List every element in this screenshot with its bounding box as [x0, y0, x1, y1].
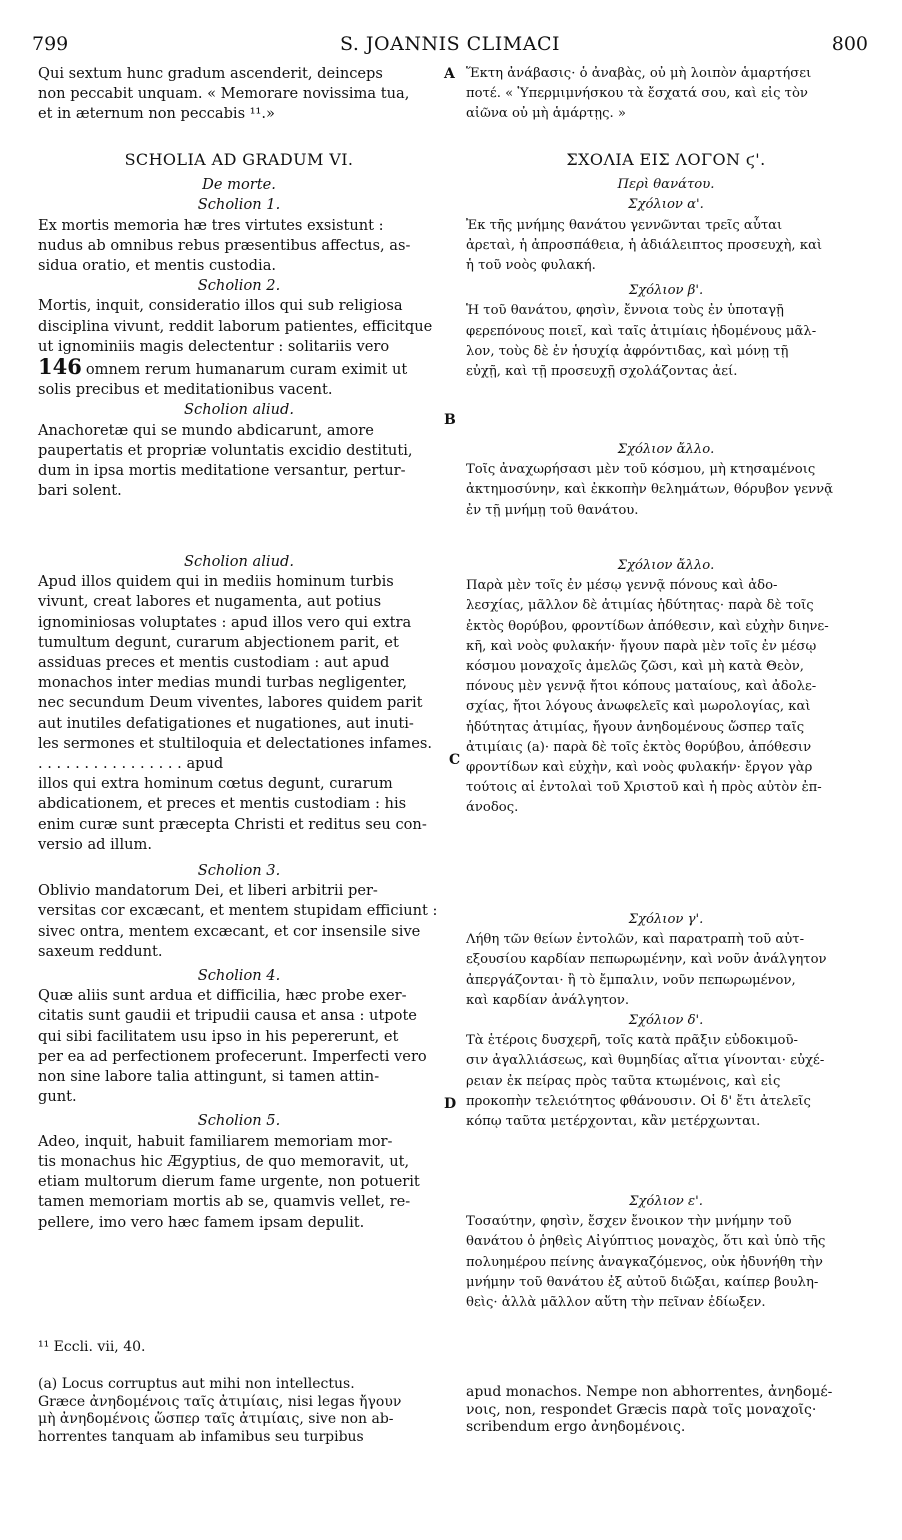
- greek-scholion-5: [466, 1192, 866, 1313]
- scholion-title: Scholion 1.: [197, 196, 281, 214]
- editor-note-continuation: [466, 1384, 866, 1437]
- text-line: νοις, non, respondet Græcis παρὰ τοῖς μοναχοῖς·: [466, 1401, 817, 1418]
- text-line: αἰῶνα οὐ μὴ ἁμάρτῃς. »: [466, 106, 626, 122]
- page-number-left: 799: [32, 33, 69, 55]
- text-line: per ea ad perfectionem profecerunt. Imperfecti vero: [38, 1047, 427, 1065]
- greek-intro: [466, 64, 866, 125]
- text-line: non peccabit unquam. « Memorare novissima tua,: [38, 85, 410, 103]
- greek-section-heading: ΣΧΟΛΙΑ ΕΙΣ ΛΟΓΟΝ ϛ'.: [566, 150, 766, 169]
- scholion-title: Σχόλιον ἄλλο.: [617, 558, 715, 573]
- latin-subheading: De morte.: [202, 176, 276, 194]
- latin-section-heading: SCHOLIA AD GRADUM VI.: [124, 150, 354, 169]
- running-header: [32, 33, 868, 59]
- text-line: bari solent.: [38, 482, 122, 500]
- text-line: μνήμην τοῦ θανάτου ἐξ αὐτοῦ διῶξαι, καίπερ βουλη-: [466, 1274, 819, 1290]
- text-line: φερεπόνους ποιεῖ, καὶ ταῖς ἀτιμίαις ἡδομένους μᾶλ-: [466, 323, 817, 339]
- text-line: qui sibi facilitatem usu ipso in his pepererunt, et: [38, 1027, 399, 1045]
- scholion-title: Scholion 5.: [197, 1112, 281, 1130]
- text-line: ignominiosas voluptates : apud illos vero qui extra: [38, 613, 412, 631]
- text-line: versitas cor excæcant, et mentem stupidam efficiunt :: [38, 902, 438, 920]
- text-line: enim curæ sunt præcepta Christi et reditus seu con-: [38, 815, 427, 833]
- text-line: monachos inter medias mundi turbas negligenter,: [38, 674, 408, 692]
- text-line: φροντίδων καὶ εὐχὴν, καὶ νοὸς φυλακήν· ἔργον γὰρ: [466, 760, 813, 776]
- text-line: άνοδος.: [466, 800, 519, 816]
- text-line: et in æternum non peccabis ¹¹.»: [38, 105, 275, 123]
- text-line: aut inutiles defatigationes et nugationes, aut inuti-: [38, 714, 414, 732]
- scholion-title: Σχόλιον ε'.: [629, 1194, 703, 1209]
- text-line: Ex mortis memoria hæ tres virtutes exsistunt :: [38, 216, 384, 234]
- greek-scholia-block-2: [466, 910, 866, 1132]
- running-title: S. JOANNIS CLIMACI: [339, 33, 561, 55]
- text-line: saxeum reddunt.: [38, 942, 163, 960]
- text-line: dum in ipsa mortis meditatione versantur, pertur-: [38, 462, 406, 480]
- scholion-title: Σχόλιον ἄλλο.: [617, 442, 715, 457]
- text-line: . . . . . . . . . . . . . . . . apud: [38, 755, 224, 773]
- text-line: etiam multorum dierum fame urgente, non potuerit: [38, 1173, 420, 1191]
- scholion-title: Scholion aliud.: [184, 553, 294, 570]
- scholion-title: Scholion 3.: [197, 862, 281, 880]
- text-line: Quæ aliis sunt ardua et difficilia, hæc probe exer-: [38, 987, 407, 1005]
- text-line: tis monachus hic Ægyptius, de quo memoravit, ut,: [38, 1152, 410, 1170]
- text-line: assiduas preces et mentis custodiam : aut apud: [38, 654, 390, 672]
- text-line: Τὰ ἑτέροις δυσχερῆ, τοῖς κατὰ πρᾶξιν εὐδοκιμοῦ-: [466, 1033, 798, 1049]
- scholion-title: Σχόλιον δ'.: [628, 1013, 704, 1029]
- text-line: ἀτιμίαις (a)· παρὰ δὲ τοῖς ἐκτὸς θορύβου, ἀπόθεσιν: [466, 739, 812, 755]
- footnote-reference: ¹¹ Eccli. vii, 40.: [38, 1339, 146, 1355]
- latin-intro: [38, 64, 440, 125]
- text-line: ἀρεταὶ, ἡ ἀπροσπάθεια, ἡ ἀδιάλειπτος προσευχὴ, καὶ: [466, 237, 823, 253]
- text-line: abdicationem, et preces et mentis custodiam : his: [38, 795, 407, 813]
- text-line: citatis sunt gaudii et tripudii causa et ansa : utpote: [38, 1007, 417, 1025]
- text-line: (a) Locus corruptus aut mihi non intellectus.: [38, 1376, 355, 1392]
- text-line: ἐκτὸς θορύβου, φροντίδων ἀπόθεσιν, καὶ εὐχὴν διηνε-: [466, 618, 829, 634]
- column-number: 146: [38, 354, 82, 380]
- text-line: θανάτου ὁ ῥηθεὶς Αἰγύπτιος μοναχὸς, ὅτι καὶ ὑπὸ τῆς: [466, 1234, 826, 1250]
- scholion-title: Σχόλιον γ'.: [628, 912, 704, 927]
- text-line: scribendum ergo ἀνηδομένοις.: [466, 1419, 686, 1435]
- text-line: ἀκτημοσύνην, καὶ ἐκκοπὴν θελημάτων, θόρυβον γεννᾷ: [466, 482, 834, 498]
- text-line: gunt.: [38, 1088, 77, 1106]
- text-line: apud monachos. Nempe non abhorrentes, ἀνηδομέ-: [466, 1384, 833, 1400]
- editor-note-latin: [38, 1376, 440, 1446]
- text-line: ἡ τοῦ νοὸς φυλακή.: [466, 258, 596, 274]
- margin-marker-c: C: [449, 752, 461, 768]
- greek-scholion-aliud-1: [466, 440, 866, 521]
- scholion-title: Σχόλιον β'.: [628, 283, 704, 299]
- text-line: ἡδύτητας ἀτιμίας, ἤγουν ἀνηδομένους ὥσπερ ταῖς: [466, 719, 805, 735]
- text-line: Ἕκτη ἀνάβασις· ὁ ἀναβὰς, οὐ μὴ λοιπὸν ἁμαρτήσει: [466, 66, 812, 81]
- latin-scholia-block-1: [38, 150, 440, 501]
- text-line: ut ignominiis magis delectentur : solitariis vero: [38, 337, 390, 355]
- text-line: Anachoretæ qui se mundo abdicarunt, amore: [38, 421, 374, 439]
- text-line: paupertatis et propriæ voluntatis excidio destituti,: [38, 441, 413, 459]
- text-line: κῆ, καὶ νοὸς φυλακήν· ἤγουν παρὰ μὲν τοῖς ἐν μέσῳ: [466, 638, 817, 654]
- text-line: λεσχίας, μᾶλλον δὲ ἀτιμίας ἡδύτητας· παρὰ δὲ τοῖς: [466, 598, 814, 614]
- text-line: μὴ ἀνηδομένοις ὥσπερ ταῖς ἀτιμίαις, sive non ab-: [38, 1411, 394, 1427]
- text-line: vivunt, creat labores et nugamenta, aut potius: [38, 593, 382, 611]
- text-line: προκοπὴν τελειότητος φθάνουσιν. Οἱ δ' ἔτι ἀτελεῖς: [466, 1093, 811, 1109]
- text-line: Ἡ τοῦ θανάτου, φησὶν, ἔννοια τοὺς ἐν ὑποταγῇ: [466, 303, 784, 319]
- latin-scholia-block-2: [38, 552, 440, 1233]
- text-line: ποτέ. « Ὑπερμιμνήσκου τὰ ἔσχατά σου, καὶ εἰς τὸν: [466, 86, 808, 102]
- text-line: non sine labore talia attingunt, si tamen attin-: [38, 1068, 380, 1086]
- text-line: Λήθη τῶν θείων ἐντολῶν, καὶ παρατραπὴ τοῦ αὐτ-: [466, 932, 805, 948]
- text-line: tamen memoriam mortis ab se, quamvis vellet, re-: [38, 1193, 411, 1211]
- margin-marker-b: B: [444, 412, 456, 428]
- text-line: tumultum degunt, curarum abjectionem parit, et: [38, 633, 399, 651]
- text-line: σχίας, ἤτοι λόγους ἀνωφελεῖς καὶ μωρολογίας, καὶ: [466, 699, 811, 715]
- margin-marker-d: D: [444, 1096, 457, 1112]
- text-line: Ἐκ τῆς μνήμης θανάτου γεννῶνται τρεῖς αὗται: [466, 217, 783, 233]
- scholion-title: Scholion 2.: [197, 277, 281, 295]
- margin-marker-a: A: [444, 66, 455, 82]
- greek-subheading: Περὶ θανάτου.: [617, 177, 715, 193]
- text-line: πολυημέρου πείνης ἀναγκαζόμενος, οὐκ ἠδυνήθη τὴν: [466, 1254, 823, 1270]
- text-line: nudus ab omnibus rebus præsentibus affectus, as-: [38, 236, 411, 254]
- page-number-right: 800: [831, 33, 868, 55]
- text-line: εὐχῇ, καὶ τῇ προσευχῇ σχολάζοντας ἀεί.: [466, 364, 738, 380]
- text-line: τούτοις αἱ ἐντολαὶ τοῦ Χριστοῦ καὶ ἡ πρὸς αὐτὸν ἐπ-: [466, 780, 822, 796]
- greek-scholion-aliud-2: [466, 556, 866, 819]
- text-line: καὶ καρδίαν ἀνάλγητον.: [466, 992, 630, 1008]
- text-line: Oblivio mandatorum Dei, et liberi arbitrii per-: [38, 882, 378, 900]
- text-line: horrentes tanquam ab infamibus seu turpibus: [38, 1428, 364, 1445]
- text-line: 146 omnem rerum humanarum curam eximit ut: [38, 354, 408, 380]
- text-line: Τοσαύτην, φησὶν, ἔσχεν ἔνοικον τὴν μνήμην τοῦ: [466, 1214, 792, 1230]
- text-line: sidua oratio, et mentis custodia.: [38, 257, 277, 275]
- text-line: disciplina vivunt, reddit laborum patientes, efficitque: [38, 317, 433, 335]
- text-line: sivec ontra, mentem excæcant, et cor insensile sive: [38, 922, 421, 940]
- text-line: ἀπεργάζονται· ἢ τὸ ἔμπαλιν, νοῦν πεπωρωμένον,: [466, 972, 796, 988]
- text-line: Παρὰ μὲν τοῖς ἐν μέσῳ γεννᾷ πόνους καὶ ἀδο-: [466, 578, 778, 594]
- text-line: ἐν τῇ μνήμῃ τοῦ θανάτου.: [466, 502, 639, 518]
- text-line: Qui sextum hunc gradum ascenderit, deinceps: [38, 65, 383, 82]
- text-line: versio ad illum.: [38, 835, 152, 853]
- text-line: les sermones et stultiloquia et delectationes infames.: [38, 734, 433, 752]
- text-line: Τοῖς ἀναχωρήσασι μὲν τοῦ κόσμου, μὴ κτησαμένοις: [466, 462, 816, 478]
- text-line: pellere, imo vero hæc famem ipsam depulit.: [38, 1213, 365, 1231]
- scholion-title: Σχόλιον α'.: [628, 197, 704, 213]
- text-line: illos qui extra hominum cœtus degunt, curarum: [38, 775, 393, 793]
- text-line: Græce ἀνηδομένοις ταῖς ἀτιμίαις, nisi legas ἤγουν: [38, 1393, 402, 1410]
- text-line: θεὶς· ἀλλὰ μᾶλλον αὕτη τὴν πεῖναν ἐδίωξεν.: [466, 1295, 766, 1311]
- scholion-title: Scholion aliud.: [184, 401, 294, 419]
- text-line: κόπῳ ταῦτα μετέρχονται, κἂν μετέρχωνται.: [466, 1114, 761, 1130]
- text-line: Mortis, inquit, consideratio illos qui sub religiosa: [38, 297, 403, 315]
- text-line: solis precibus et meditationibus vacent.: [38, 381, 333, 399]
- text-line: Adeo, inquit, habuit familiarem memoriam mor-: [38, 1132, 393, 1150]
- text-line: εξουσίου καρδίαν πεπωρωμένην, καὶ νοῦν ἀνάλγητον: [466, 952, 827, 968]
- scholion-title: Scholion 4.: [197, 967, 281, 985]
- greek-scholia-block-1: [466, 150, 866, 382]
- text-line: ρειαν ἐκ πείρας πρὸς ταῦτα κτωμένοις, καὶ εἰς: [466, 1073, 781, 1089]
- text-line: σιν ἀγαλλιάσεως, καὶ θυμηδίας αἴτια γίνονται· εὐχέ-: [466, 1053, 825, 1069]
- text-line: λον, τοὺς δὲ ἐν ἡσυχίᾳ ἀφρόντιδας, καὶ μόνῃ τῇ: [466, 343, 789, 359]
- text-line: nec secundum Deum viventes, labores quidem parit: [38, 694, 423, 712]
- text-line: κόσμου μοναχοῖς ἀμελῶς ζῶσι, καὶ μὴ κατὰ Θεὸν,: [466, 659, 804, 675]
- text-line: Apud illos quidem qui in mediis hominum turbis: [38, 573, 394, 591]
- text-line: πόνους μὲν γεννᾷ ἤτοι κόπους ματαίους, καὶ ἀδολε-: [466, 679, 817, 695]
